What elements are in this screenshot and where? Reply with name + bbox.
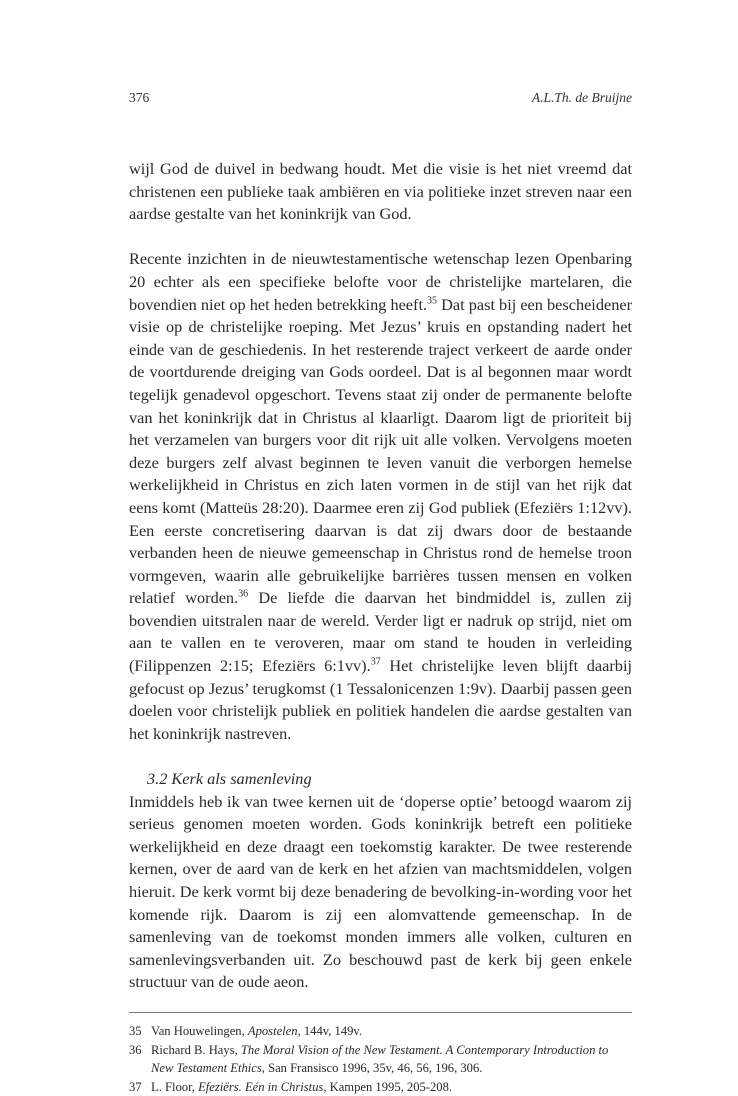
footnotes <box>129 1022 632 1096</box>
section-paragraph: Inmiddels heb ik van twee kernen uit de ‘doperse optie’ betoogd waarom zij serieus genomen moeten worden. Gods koninkrijk betreft een politieke werkelijkheid en deze draagt een toekomstig karakter. De twee resterende kernen, over de aard van de kerk en het afzien van machtsmiddelen, volgen hieruit. De kerk vormt bij deze benadering de bevolking-in-wording voor het komende rijk. Daarom is zij een alomvattende gemeenschap. In de samenleving van de toekomst monden immers alle volken, culturen en samenlevingsverbanden uit. Zo beschouwd past de kerk bij geen enkele structuur van de oude aeon. <box>129 791 632 992</box>
paragraph-text: Dat past bij een bescheidener visie op de christelijke roeping. Met Jezus’ kruis en opstanding nadert het einde van de geschiedenis. In het resterende traject verkeert de aarde onder de voortdurende dreiging van Gods oordeel. Dat is al begonnen maar wordt tegelijk genadevol opgeschort. Tevens staat zij onder de permanente belofte van het koninkrijk dat in Christus al klaarligt. Daarom ligt de prioriteit bij het verzamelen van burgers voor dit rijk uit alle volken. Vervolgens moeten deze burgers zelf alvast beginnen te leven vanuit die verborgen hemelse werkelijkheid in Christus en zich laten vormen in de stijl van het rijk dat eens komt (Matteüs 28:20). Daarmee eren zij God publiek (Efeziërs 1:12vv). Een eerste concretisering daarvan is dat zij dwars door de bestaande verbanden heen de nieuwe gemeenschap in Christus rond de hemelse troon vormgeven, waarin alle gebruikelijke barrières tussen mensen en volken relatief worden. <box>129 294 632 608</box>
page-number: 376 <box>129 90 150 105</box>
footnote-text: L. Floor, Efeziërs. Eén in Christus, Kampen 1995, 205-208. <box>151 1079 453 1094</box>
footnote-36 <box>129 1041 632 1078</box>
section-heading: 3.2 Kerk als samenleving <box>147 769 312 789</box>
main-text <box>129 158 632 994</box>
footnote-mark-36[interactable]: 36 <box>238 588 249 600</box>
paragraph <box>129 158 632 226</box>
paragraph-text: wijl God de duivel in bedwang houdt. Met die visie is het niet vreemd dat christenen een publieke taak ambiëren en via politieke inzet streven naar een aardse gestalte van het koninkrijk van God. <box>129 159 632 224</box>
footnote-mark-35[interactable]: 35 <box>427 295 438 307</box>
footnote-text: Richard B. Hays, The Moral Vision of the New Testament. A Contemporary Introduction to New Testament Ethics, San Fransisco 1996, 35v, 46, 56, 196, 306. <box>151 1042 609 1076</box>
running-author: A.L.Th. de Bruijne <box>531 90 632 105</box>
footnote-divider <box>129 1012 632 1013</box>
footnote-35 <box>129 1022 632 1041</box>
footnote-number: 37 <box>129 1079 142 1094</box>
footnote-text: Van Houwelingen, Apostelen, 144v, 149v. <box>151 1023 363 1038</box>
paragraph-text: Het christelijke leven blijft daarbij gefocust op Jezus’ terugkomst (1 Tessalonicenzen 1:9v). Daarbij passen geen doelen voor christelijk publiek en politiek handelen die aardse gestalten van het koninkrijk nastreven. <box>129 656 632 743</box>
footnote-number: 35 <box>129 1023 142 1038</box>
book-page <box>129 88 632 1096</box>
footnote-mark-37[interactable]: 37 <box>370 656 381 668</box>
footnote-37 <box>129 1078 632 1096</box>
paragraph <box>129 248 632 745</box>
paragraph-text: De liefde die daarvan het bindmiddel is, zullen zij bovendien uitstralen naar de wereld. Verder ligt er nadruk op strijd, niet om aan te vallen en te veroveren, maar om stand te houden in verleiding (Filippenzen 2:15; Efeziërs 6:1vv). <box>129 588 633 676</box>
paragraph-text: Recente inzichten in de nieuwtestamentische wetenschap lezen Openbaring 20 echter als een specifieke belofte voor de christelijke martelaren, die bovendien niet op het heden betrekking heeft. <box>129 249 632 314</box>
footnote-number: 36 <box>129 1042 142 1057</box>
running-header <box>129 88 632 108</box>
